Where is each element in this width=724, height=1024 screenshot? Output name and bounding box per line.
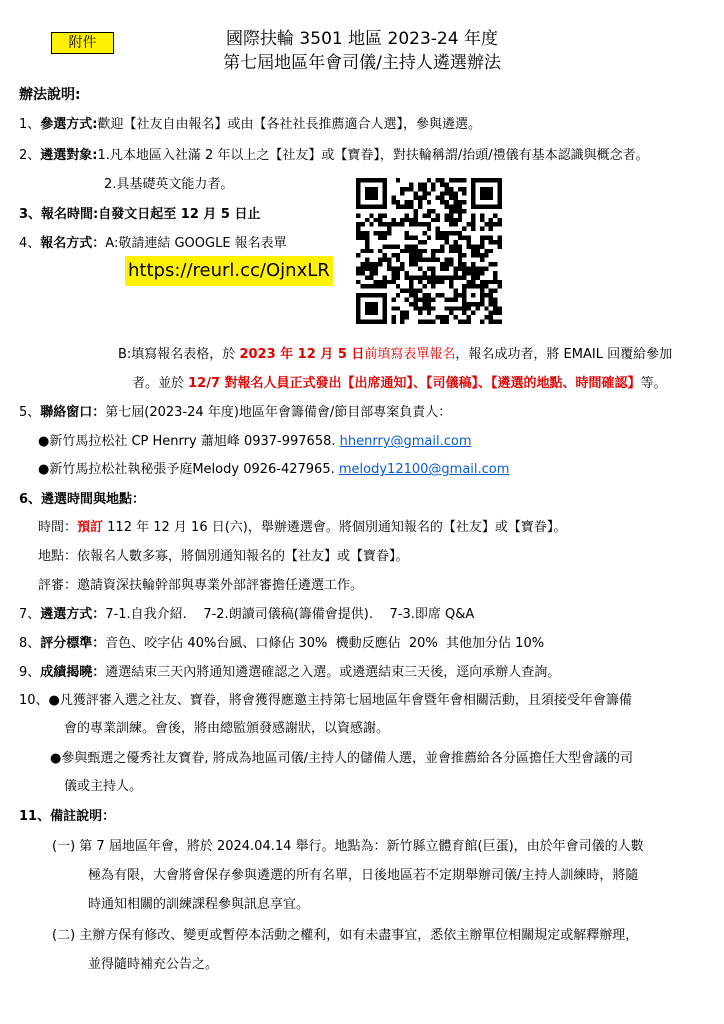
document-title-line2: 第七屆地區年會司儀/主持人遴選辦法 (223, 53, 501, 73)
item-10-point2: ●參與甄選之優秀社友寶眷, 將成為地區司儀/主持人的儲備人選，並會推薦給各分區擔任大型會議的司 (50, 751, 633, 766)
item-5: 5、聯絡窗口：第七屆(2023-24 年度)地區年會籌備會/節目部專案負責人： (19, 405, 452, 420)
item-9: 9、成績揭曉：遴選結束三天內將通知遴選確認之入選。或遴選結束三天後，逕向承辦人查詢。 (19, 665, 561, 680)
email-link-1[interactable]: hhenrry@gmail.com (339, 434, 472, 449)
contact-2: ●新竹馬拉松社執秘張予庭Melody 0926-427965. melody12100@gmail.com (38, 462, 510, 477)
item-10-line2: 會的專業訓練。會後，將由總監頒發感謝狀，以資感謝。 (64, 721, 390, 736)
qr-code (356, 178, 502, 324)
item-4-b-line2: 者。並於 12/7 對報名人員正式發出【出席通知】、【司儀稿】、【遴選的地點、時間確認】等。 (132, 376, 667, 391)
item-10-point2-line2: 儀或主持人。 (64, 779, 143, 794)
email-link-2[interactable]: melody12100@gmail.com (338, 462, 510, 477)
attachment-label: 附件 (51, 32, 114, 54)
item-6: 6、遴選時間與地點： (19, 492, 146, 507)
note-1-line2: 極為有限，大會將會保存參與遴選的所有名單，日後地區若不定期舉辦司儀/主持人訓練時，將隨 (88, 868, 639, 883)
item-11: 11、備註說明： (19, 809, 116, 824)
item-7: 7、遴選方式：7-1.自我介紹. 7-2.朗讀司儀稿(籌備會提供). 7-3.即席 Q&A (19, 607, 475, 622)
registration-form-link[interactable]: https://reurl.cc/OjnxLR (125, 256, 333, 286)
note-1-line3: 時通知相關的訓練課程參與訊息享宜。 (88, 897, 310, 912)
item-8: 8、評分標準：音色、咬字佔 40%台風、口條佔 30% 機動反應佔 20% 其他加分佔 10% (19, 636, 545, 651)
item-1: 1、參選方式:歡迎【社友自由報名】或由【各社社長推薦適合人選】，參與遴選。 (19, 117, 481, 132)
contact-1: ●新竹馬拉松社 CP Henrry 蕭旭峰 0937-997658. hhenrry@gmail.com (38, 434, 472, 449)
item-6-place: 地點：依報名人數多寡，將個別通知報名的【社友】或【寶眷】。 (38, 549, 409, 564)
note-1: (一) 第 7 屆地區年會，將於 2024.04.14 舉行。地點為：新竹縣立體育館(巨蛋)，由於年會司儀的人數 (52, 839, 644, 854)
item-4: 4、報名方式：A:敬請連結 GOOGLE 報名表單 (19, 236, 287, 251)
section-heading: 辦法說明: (19, 87, 81, 103)
item-6-judge: 評審：邀請資深扶輪幹部與專業外部評審擔任遴選工作。 (38, 578, 364, 593)
document-title-line1: 國際扶輪 3501 地區 2023-24 年度 (226, 29, 498, 49)
note-2-line2: 並得隨時補充公告之。 (88, 957, 219, 972)
item-6-time: 時間：預訂 112 年 12 月 16 日(六)，舉辦遴選會。將個別通知報名的【社友】或【寶眷】。 (38, 520, 567, 535)
item-2: 2、遴選對象:1.凡本地區入社滿 2 年以上之【社友】或【寶眷】，對扶輪稱謂/抬頭/禮儀有基本認識與概念者。 (19, 148, 649, 163)
item-2-line2: 2.具基礎英文能力者。 (104, 177, 234, 192)
item-3: 3、報名時間:自發文日起至 12 月 5 日止 (19, 207, 261, 222)
note-2: (二) 主辦方保有修改、變更或暫停本活動之權利，如有未盡事宜，悉依主辦單位相關規定或解釋辦理， (52, 928, 639, 943)
item-10: 10、●凡獲評審入選之社友、寶眷，將會獲得應邀主持第七屆地區年會暨年會相關活動，且須接受年會籌備 (19, 693, 632, 708)
item-4-b-line1: B:填寫報名表格，於 2023 年 12 月 5 日前填寫表單報名，報名成功者，將 EMAIL 回覆給參加 (118, 347, 673, 362)
